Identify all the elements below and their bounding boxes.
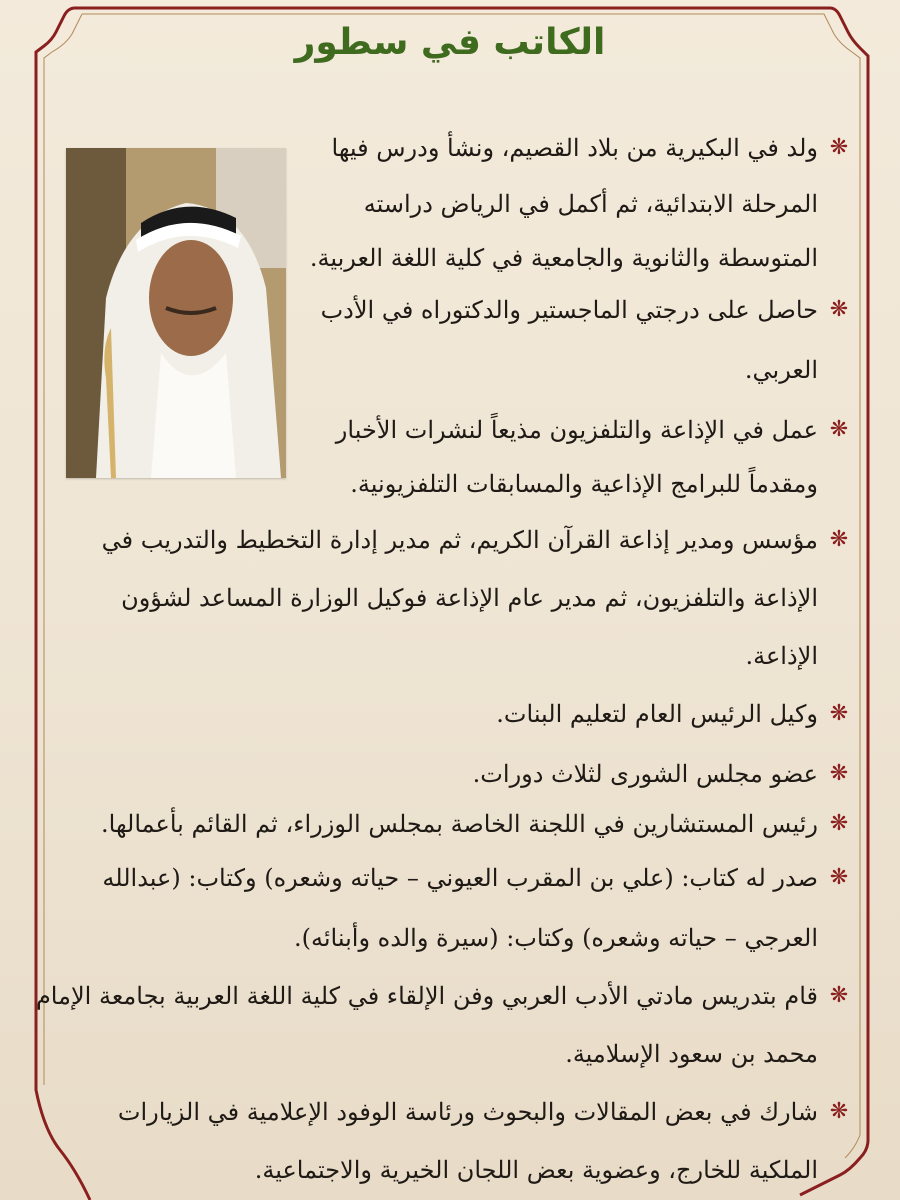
bio-item-line: المتوسطة والثانوية والجامعية في كلية اللغة العربية. [309, 244, 818, 272]
bullet-icon: ❋ [829, 865, 849, 890]
bio-item-line: قام بتدريس مادتي الأدب العربي وفن الإلقاء في كلية اللغة العربية بجامعة الإمام [35, 982, 818, 1010]
bio-item-line: شارك في بعض المقالات والبحوث ورئاسة الوفود الإعلامية في الزيارات [117, 1098, 818, 1126]
bio-item-line: حاصل على درجتي الماجستير والدكتوراه في الأدب [320, 296, 818, 324]
bio-item-line: عمل في الإذاعة والتلفزيون مذيعاً لنشرات الأخبار [335, 416, 818, 444]
bullet-icon: ❋ [829, 135, 849, 160]
bullet-icon: ❋ [829, 297, 849, 322]
bullet-icon: ❋ [829, 983, 849, 1008]
bullet-icon: ❋ [829, 761, 849, 786]
bio-item-line: صدر له كتاب: (علي بن المقرب العيوني – حياته وشعره) وكتاب: (عبدالله [102, 864, 818, 892]
bio-item-line: الملكية للخارج، وعضوية بعض اللجان الخيرية والاجتماعية. [254, 1156, 818, 1184]
bio-item-line: الإذاعة. [745, 642, 818, 670]
bio-item-line: الإذاعة والتلفزيون، ثم مدير عام الإذاعة فوكيل الوزارة المساعد لشؤون [121, 584, 818, 612]
page-title: الكاتب في سطور [294, 22, 606, 63]
bio-item-line: المرحلة الابتدائية، ثم أكمل في الرياض دراسته [363, 190, 818, 218]
bio-item-line: ومقدماً للبرامج الإذاعية والمسابقات التلفزيونية. [350, 470, 818, 498]
bio-item-line: رئيس المستشارين في اللجنة الخاصة بمجلس الوزراء، ثم القائم بأعمالها. [101, 810, 818, 838]
bio-item-line: العربي. [744, 356, 818, 384]
bio-item-line: ولد في البكيرية من بلاد القصيم، ونشأ ودرس فيها [331, 134, 818, 162]
bio-item-line: وكيل الرئيس العام لتعليم البنات. [496, 700, 818, 728]
bullet-icon: ❋ [829, 1099, 849, 1124]
bullet-icon: ❋ [829, 701, 849, 726]
bio-item-line: عضو مجلس الشورى لثلاث دورات. [472, 760, 818, 788]
bullet-icon: ❋ [829, 527, 849, 552]
bullet-icon: ❋ [829, 417, 849, 442]
bio-item-line: محمد بن سعود الإسلامية. [565, 1040, 818, 1068]
bio-item-line: العرجي – حياته وشعره) وكتاب: (سيرة والده وأبنائه). [294, 924, 818, 952]
bullet-icon: ❋ [829, 811, 849, 836]
bio-item-line: مؤسس ومدير إذاعة القرآن الكريم، ثم مدير إدارة التخطيط والتدريب في [101, 526, 818, 554]
